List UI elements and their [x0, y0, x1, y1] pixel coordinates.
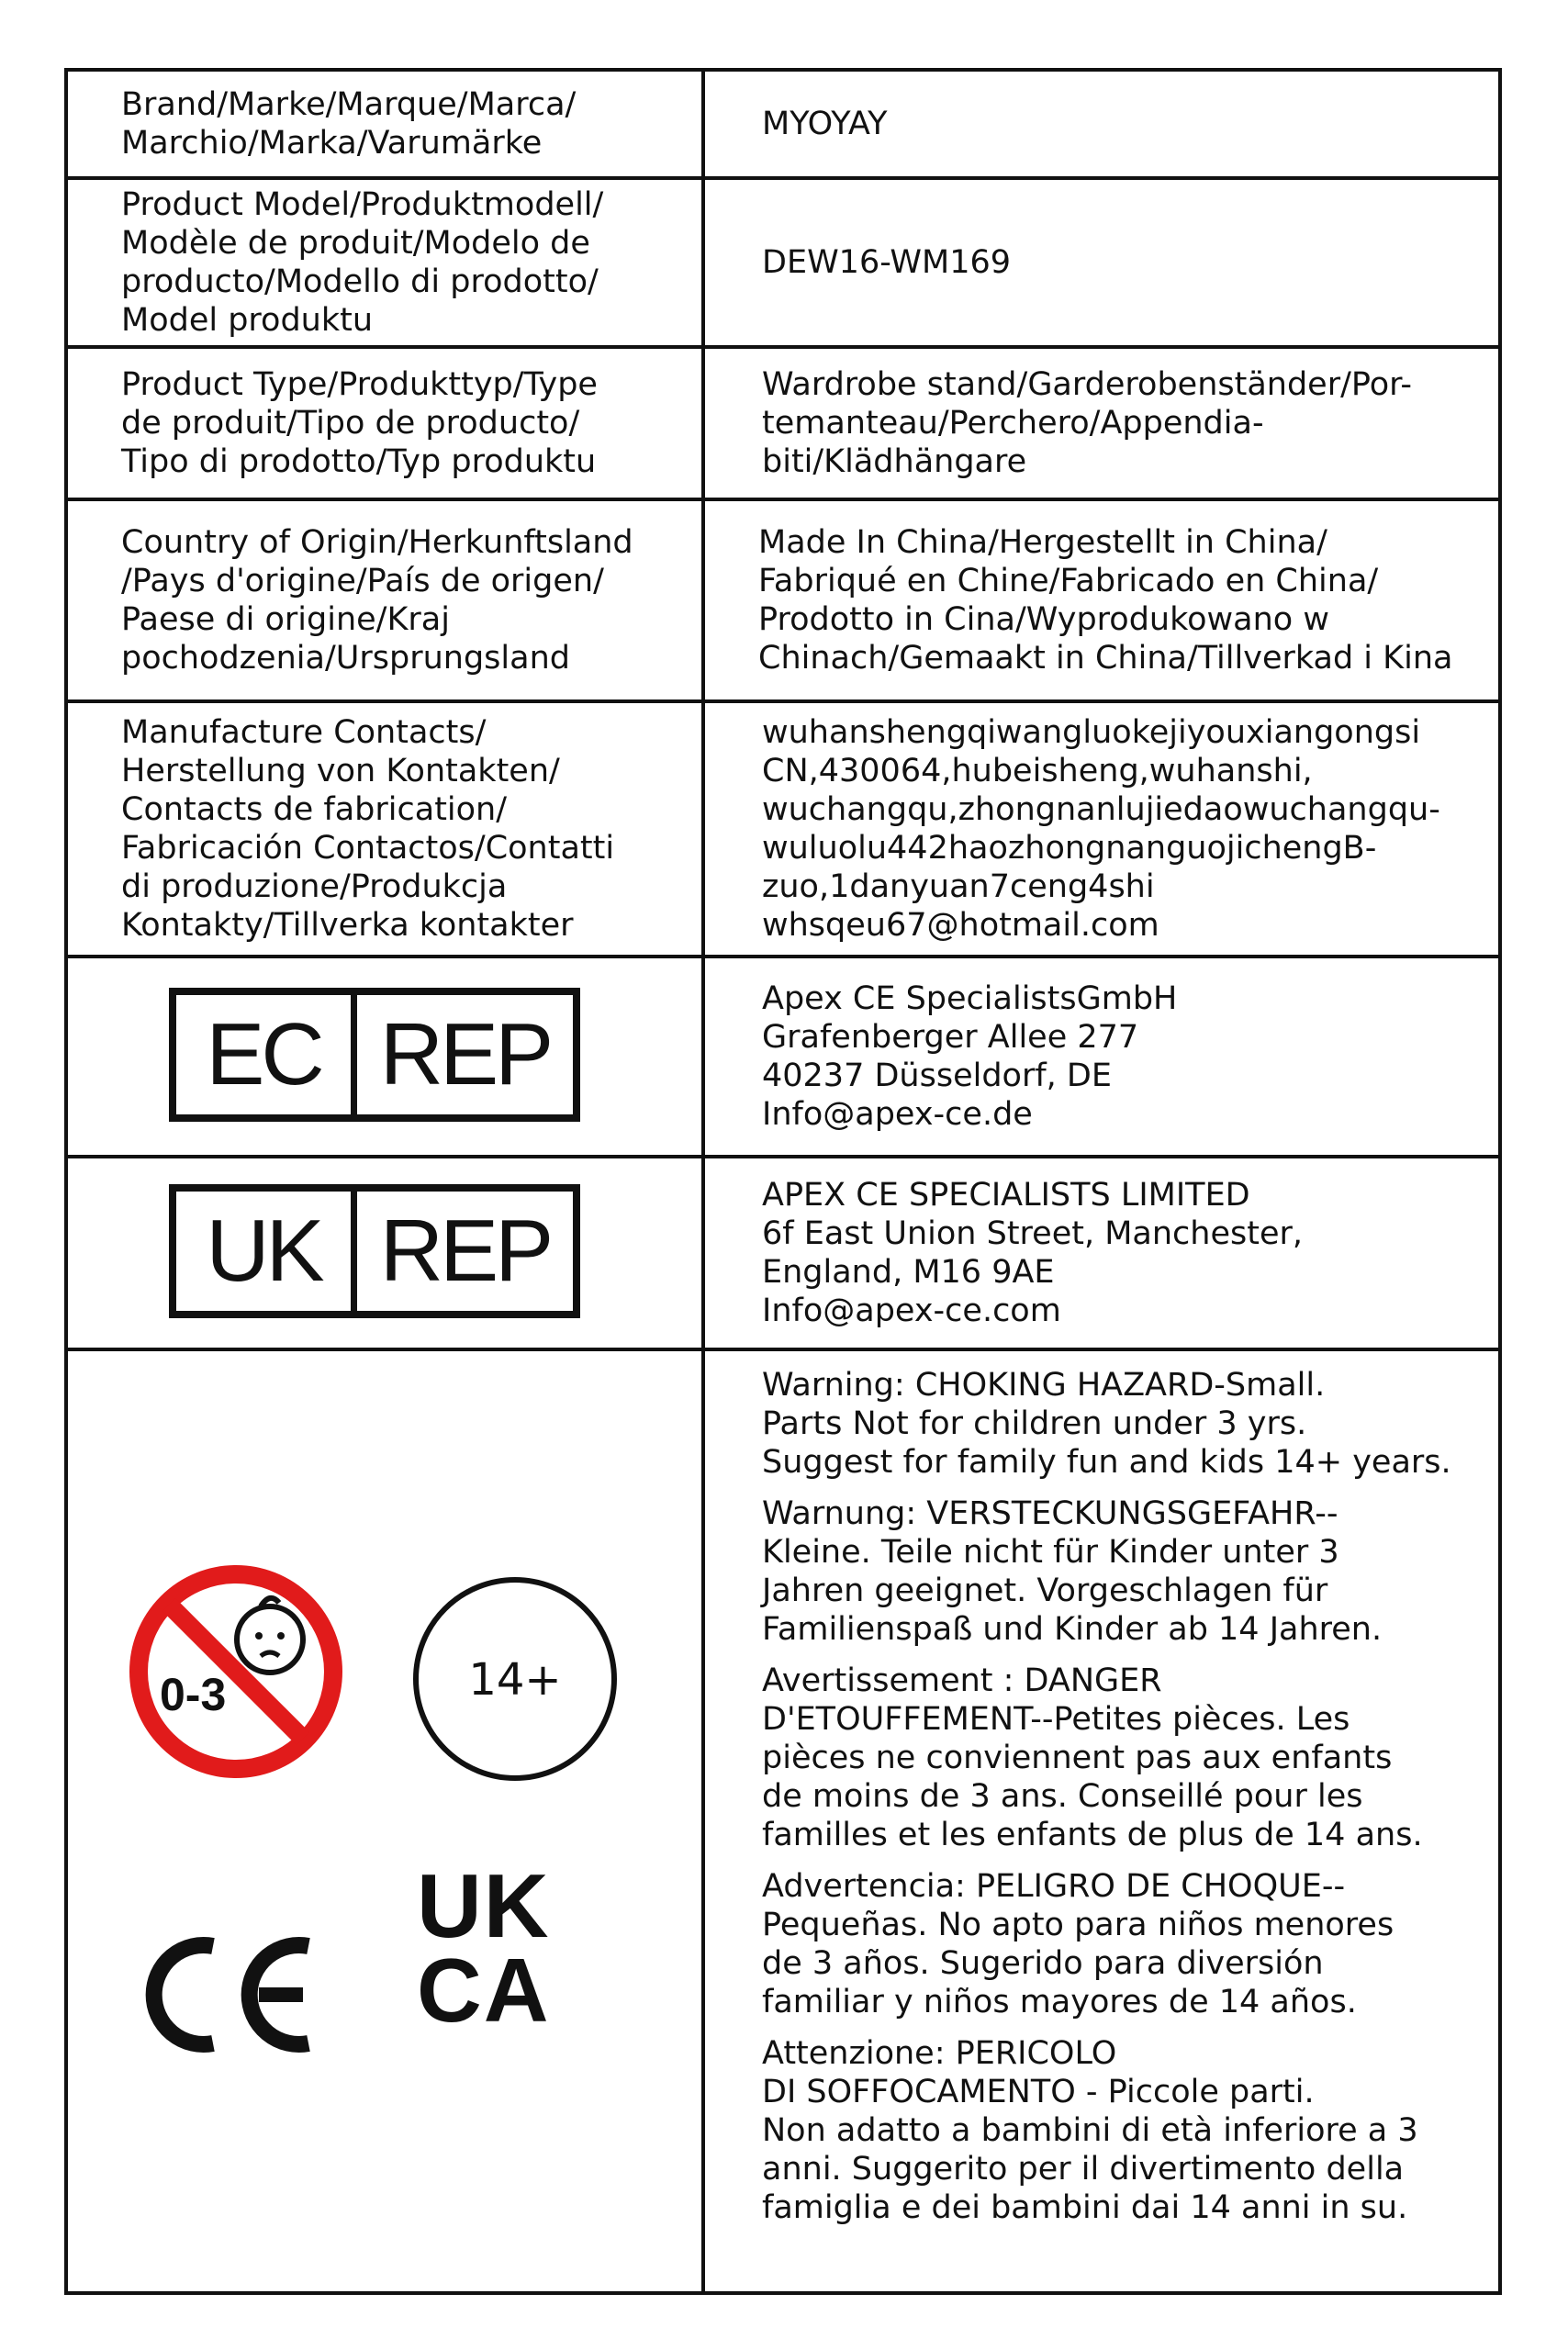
ce-mark-icon — [141, 1926, 325, 2064]
ec-rep-mark-left: EC — [176, 995, 357, 1114]
age-circle-text: 14+ — [468, 1654, 562, 1706]
baby-eye — [255, 1632, 263, 1639]
brand-value-cell — [705, 72, 1498, 176]
uk-rep-address: APEX CE SPECIALISTS LIMITED 6f East Union Street, Manchester, England, M16 9AE Info@apex-ce.com — [762, 1177, 1304, 1329]
model-label-cell — [68, 180, 701, 345]
contacts-value-cell — [705, 703, 1498, 955]
type-value: Wardrobe stand/Garderobenständer/Por- temanteau/Perchero/Appendia- biti/Klädhängare — [762, 366, 1412, 480]
ukca-mark-top: UK — [417, 1855, 551, 1956]
warning-es: Advertencia: PELIGRO DE CHOQUE-- Pequeñas. No apto para niños menores de 3 años. Sugerido para diversión familiar y niños mayores de 14 años. — [762, 1868, 1394, 2020]
warnings-cell — [705, 1366, 1498, 2293]
type-value-cell — [705, 349, 1498, 498]
type-label-cell — [68, 349, 701, 498]
model-label: Product Model/Produktmodell/ Modèle de produit/Modelo de producto/Modello di prodotto/ Model produktu — [121, 186, 604, 339]
label-table — [64, 68, 1502, 2295]
uk-rep-mark-left: UK — [176, 1192, 357, 1311]
origin-label-cell — [68, 501, 701, 699]
contacts-value: wuhanshengqiwangluokejiyouxiangongsi CN,430064,hubeisheng,wuhanshi, wuchangqu,zhongnanlujiedaowuchangqu- wuluolu442haozhongnanguojichengB- zuo,1danyuan7ceng4shi whsqeu67@hotmail.com — [762, 714, 1440, 944]
ec-rep-mark-right: REP — [379, 1005, 551, 1103]
model-value: DEW16-WM169 — [762, 244, 1012, 281]
uk-rep-address-cell — [705, 1158, 1498, 1348]
model-value-cell — [705, 180, 1498, 345]
origin-value-cell — [705, 501, 1498, 699]
origin-label: Country of Origin/Herkunftsland /Pays d'origine/País de origen/ Paese di origine/Kraj pochodzenia/Ursprungsland — [121, 524, 633, 677]
uk-rep-mark-right: REP — [379, 1202, 551, 1300]
ec-rep-address: Apex CE SpecialistsGmbH Grafenberger Allee 277 40237 Düsseldorf, DE Info@apex-ce.de — [762, 980, 1178, 1133]
origin-value: Made In China/Hergestellt in China/ Fabriqué en Chine/Fabricado en China/ Prodotto in Cina/Wyprodukowano w Chinach/Gemaakt in China/Tillverkad i Kina — [758, 524, 1453, 677]
brand-label: Brand/Marke/Marque/Marca/ Marchio/Marka/Varumärke — [121, 86, 577, 162]
not-for-under-3-icon — [123, 1559, 349, 1785]
uk-rep-mark — [169, 1184, 580, 1318]
contacts-label: Manufacture Contacts/ Herstellung von Kontakten/ Contacts de fabrication/ Fabricación Contactos/Contatti di produzione/Produkcja Kontakty/Tillverka kontakter — [121, 714, 615, 944]
ec-rep-mark — [169, 988, 580, 1122]
ukca-mark-icon — [417, 1855, 600, 2047]
brand-label-cell — [68, 72, 701, 176]
brand-value: MYOYAY — [762, 106, 888, 142]
ec-rep-address-cell — [705, 958, 1498, 1155]
warning-en: Warning: CHOKING HAZARD-Small. Parts Not for children under 3 yrs. Suggest for family fun and kids 14+ years. — [762, 1367, 1451, 1481]
baby-eye — [277, 1632, 285, 1639]
contacts-label-cell — [68, 703, 701, 955]
warning-fr: Avertissement : DANGER D'ETOUFFEMENT--Petites pièces. Les pièces ne conviennent pas aux enfants de moins de 3 ans. Conseillé pour les familles et les enfants de plus de 14 ans. — [762, 1662, 1423, 1853]
warning-it: Attenzione: PERICOLO DI SOFFOCAMENTO - Piccole parti. Non adatto a bambini di età inferiore a 3 anni. Suggerito per il divertimento della famiglia e dei bambini dai 14 anni in su. — [762, 2035, 1418, 2226]
row-divider — [68, 1348, 1498, 1351]
ukca-mark-bottom: CA — [417, 1940, 551, 2041]
age-warning-text: 0-3 — [160, 1669, 227, 1720]
warning-de: Warnung: VERSTECKUNGSGEFAHR-- Kleine. Teile nicht für Kinder unter 3 Jahren geeignet. Vorgeschlagen für Familienspaß und Kinder ab 14 Jahren. — [762, 1495, 1383, 1648]
age-14-plus-icon — [409, 1573, 621, 1785]
ce-mark-c — [154, 1945, 213, 2044]
type-label: Product Type/Produkttyp/Type de produit/Tipo de producto/ Tipo di prodotto/Typ produktu — [121, 366, 598, 480]
